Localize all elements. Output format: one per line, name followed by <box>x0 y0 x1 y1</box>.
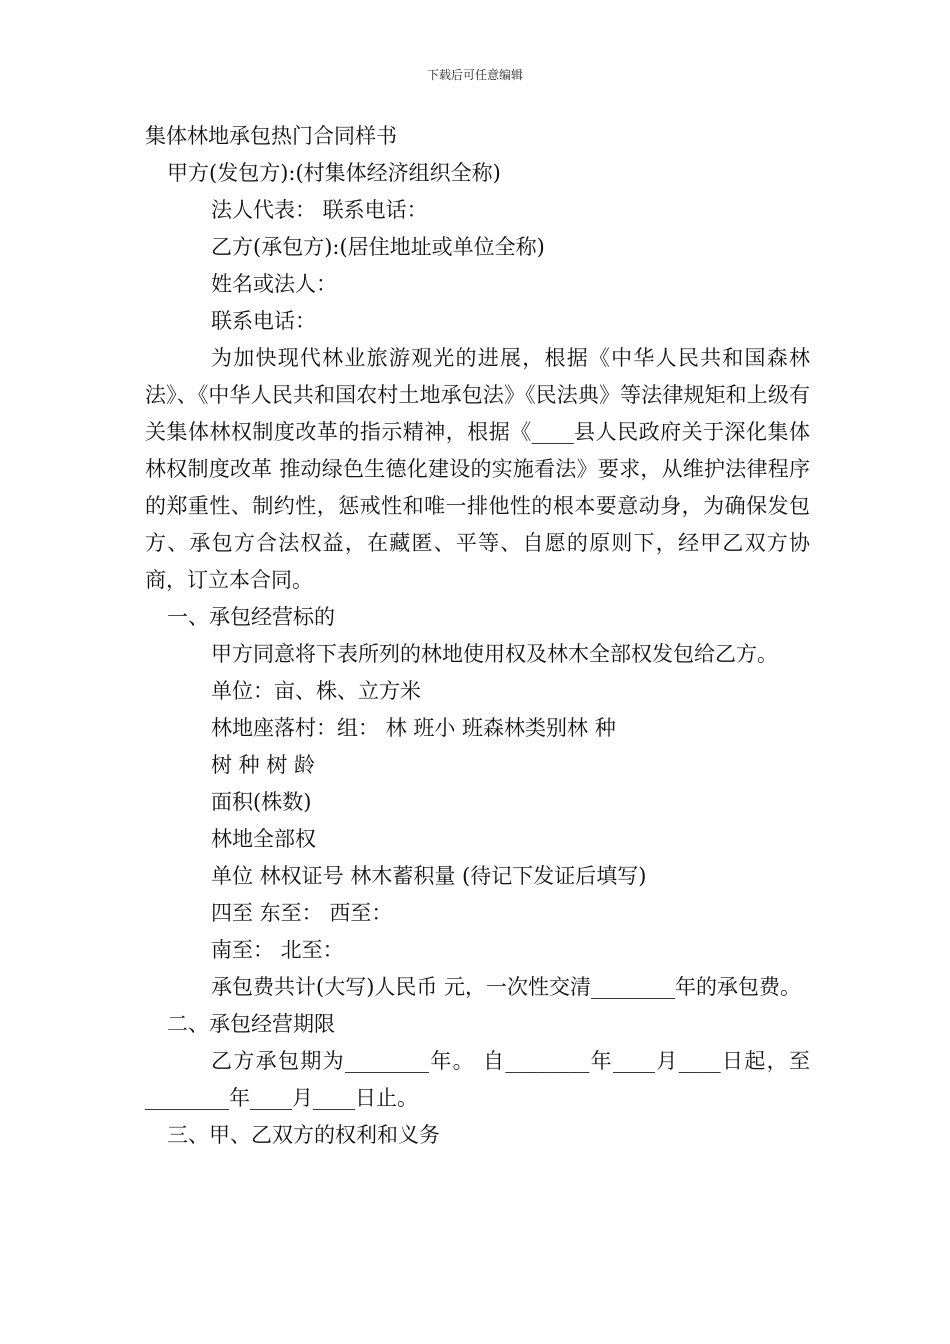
term-paragraph: 乙方承包期为________年。 自________年____月____日起，至________年____月____日止。 <box>145 1049 810 1110</box>
preamble-paragraph: 为加快现代林业旅游观光的进展，根据《中华人民共和国森林法》、《中华人民共和国农村土地承包法》《民法典》等法律规矩和上级有关集体林权制度改革的指示精神，根据《____县人民政府关于深化集体林权制度改革 推动绿色生德化建设的实施看法》要求，从维护法律程序的郑重性、制约性，惩戒性和唯一排他性的根本要意动身，为确保发包方、承包方合法权益，在藏匿、平等、自愿的原则下，经甲乙双方协商，订立本合同。 <box>145 346 810 592</box>
contract-document <box>145 118 810 1154</box>
legal-rep-line: 法人代表： 联系电话： <box>211 198 428 222</box>
boundary-east-west: 四至 东至： 西至： <box>211 901 393 925</box>
certificate-line: 单位 林权证号 林木蓄积量 (待记下发证后填写) <box>211 864 647 888</box>
species-line: 树 种 树 龄 <box>211 753 316 777</box>
document-title: 集体林地承包热门合同样书 <box>145 124 397 148</box>
area-line: 面积(株数) <box>211 790 312 814</box>
unit-line: 单位：亩、株、立方米 <box>211 679 421 703</box>
section-2-heading: 二、承包经营期限 <box>167 1012 335 1036</box>
boundary-south-north: 南至： 北至： <box>211 938 344 962</box>
section-3-heading: 三、甲、乙双方的权利和义务 <box>167 1123 440 1147</box>
section-1-heading: 一、承包经营标的 <box>167 605 335 629</box>
header-note: 下载后可任意编辑 <box>426 68 523 82</box>
ownership-line: 林地全部权 <box>211 827 316 851</box>
party-b-line: 乙方(承包方):(居住地址或单位全称) <box>211 235 545 259</box>
contact-phone-line: 联系电话： <box>211 309 316 333</box>
name-or-legal-line: 姓名或法人： <box>211 272 337 296</box>
fee-paragraph: 承包费共计(大写)人民币 元，一次性交清________年的承包费。 <box>211 975 802 999</box>
location-line: 林地座落村：组： 林 班小 班森林类别林 种 <box>211 716 616 740</box>
party-a-line: 甲方(发包方):(村集体经济组织全称) <box>167 161 501 185</box>
section-1-intro: 甲方同意将下表所列的林地使用权及林木全部权发包给乙方。 <box>211 642 778 666</box>
